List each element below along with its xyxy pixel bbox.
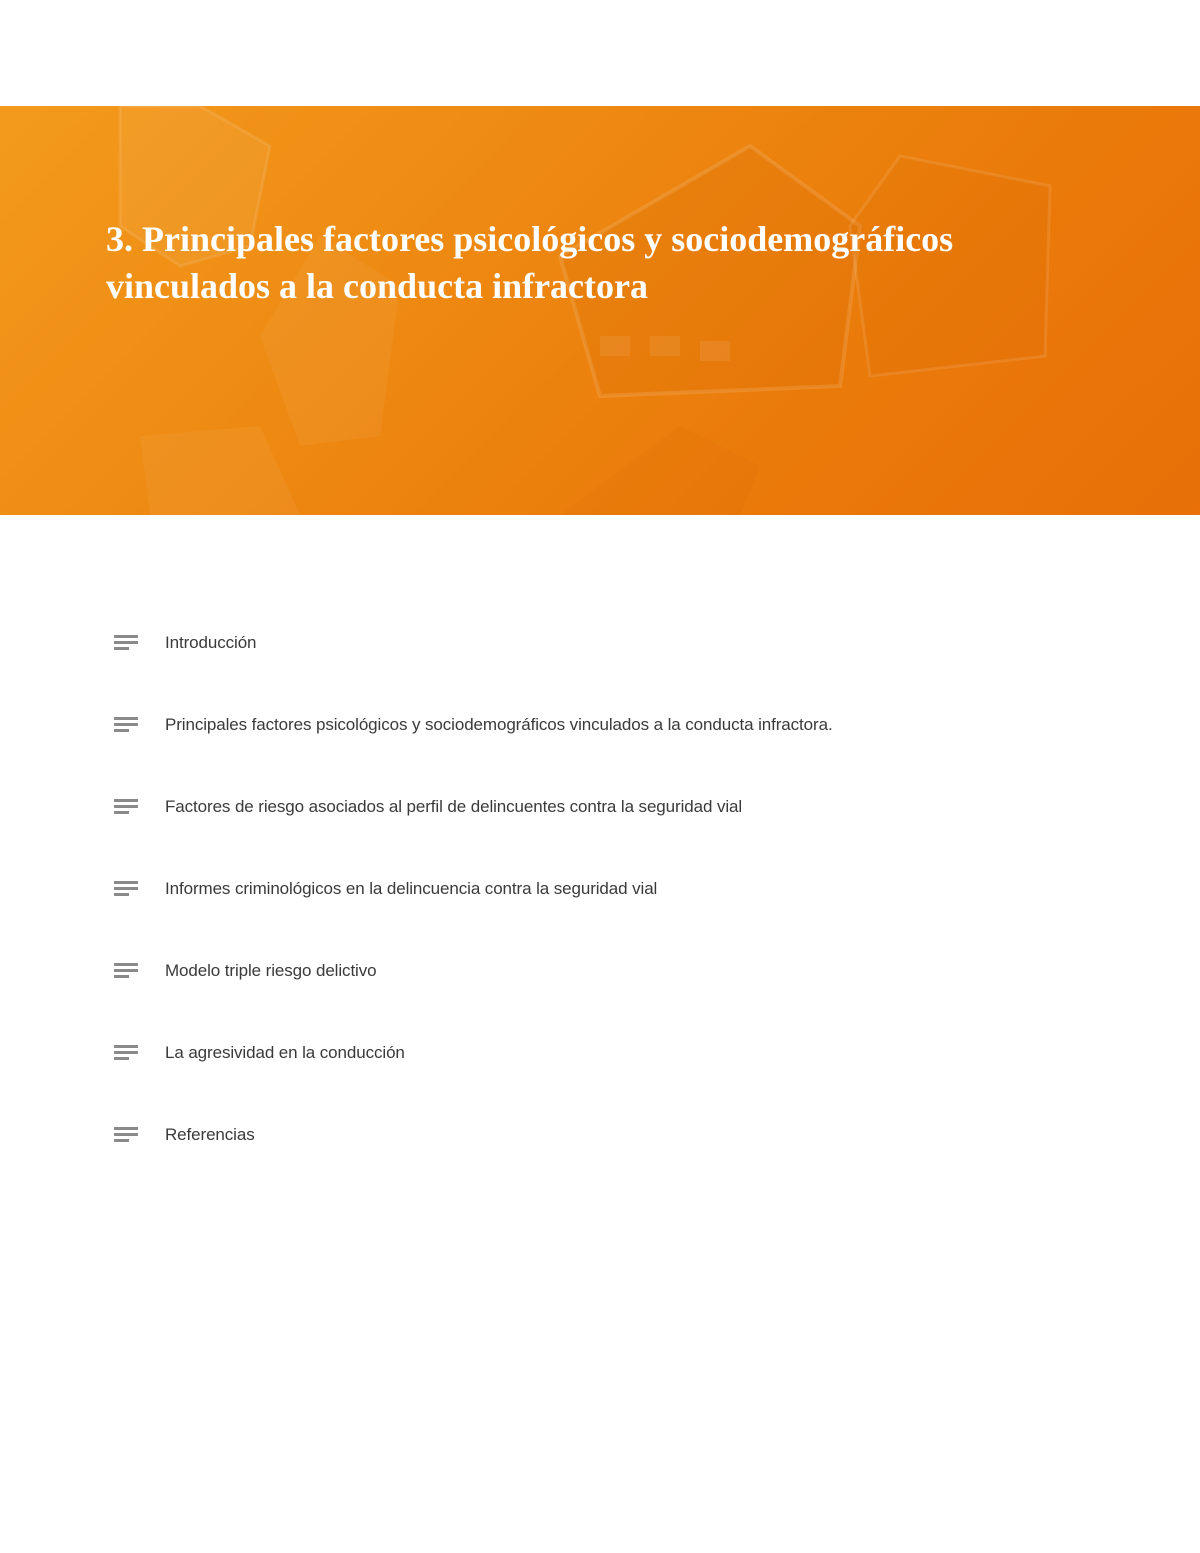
toc-item-factores-riesgo[interactable] (114, 766, 1114, 848)
toc-item-label: Informes criminológicos en la delincuencia contra la seguridad vial (165, 879, 658, 898)
toc-item-label: Factores de riesgo asociados al perfil de delincuentes contra la seguridad vial (165, 797, 743, 816)
toc-item-agresividad-conduccion[interactable] (114, 1012, 1114, 1094)
toc-item-informes-criminologicos[interactable] (114, 848, 1114, 930)
page-title: 3. Principales factores psicológicos y sociodemográficos vinculados a la conducta infractora (106, 219, 954, 306)
toc-item-label: Introducción (165, 633, 257, 652)
toc-item-label: Modelo triple riesgo delictivo (165, 961, 377, 980)
align-left-icon (114, 797, 140, 817)
toc-item-referencias[interactable] (114, 1094, 1114, 1176)
toc-item-modelo-triple-riesgo[interactable] (114, 930, 1114, 1012)
toc-item-principales-factores[interactable] (114, 684, 1114, 766)
align-left-icon (114, 961, 140, 981)
hero-banner (0, 106, 1200, 515)
toc-item-introduccion[interactable] (114, 602, 1114, 684)
table-of-contents (114, 602, 1114, 1176)
align-left-icon (114, 1125, 140, 1145)
toc-item-label: Referencias (165, 1125, 255, 1144)
toc-item-label: La agresividad en la conducción (165, 1043, 405, 1062)
align-left-icon (114, 879, 140, 899)
hero-background-pattern (0, 106, 1200, 515)
toc-item-label: Principales factores psicológicos y sociodemográficos vinculados a la conducta infractora. (165, 715, 833, 734)
align-left-icon (114, 633, 140, 653)
align-left-icon (114, 715, 140, 735)
align-left-icon (114, 1043, 140, 1063)
